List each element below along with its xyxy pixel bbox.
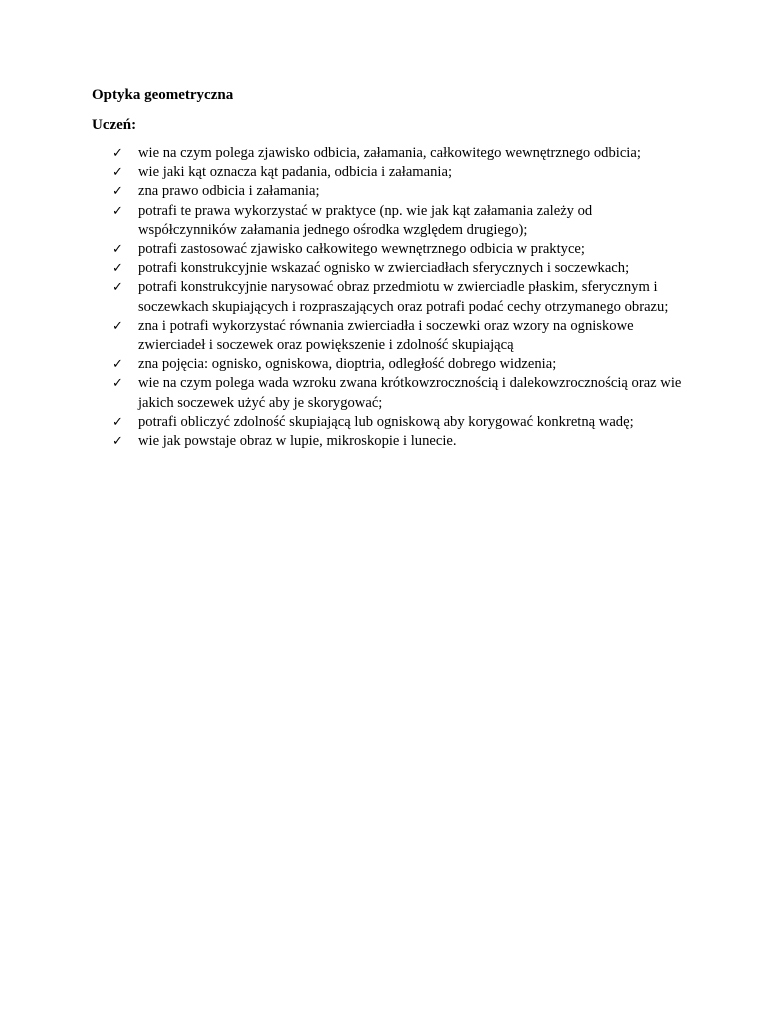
checkmark-icon: ✓ bbox=[112, 261, 123, 277]
list-item-text: potrafi obliczyć zdolność skupiającą lub ogniskową aby korygować konkretną wadę; bbox=[138, 413, 634, 430]
list-item bbox=[112, 278, 692, 316]
list-item bbox=[112, 355, 692, 374]
list-item-text: potrafi konstrukcyjnie wskazać ognisko w zwierciadłach sferycznych i soczewkach; bbox=[138, 260, 630, 277]
list-item bbox=[112, 163, 692, 182]
checkmark-icon: ✓ bbox=[112, 376, 123, 392]
list-item bbox=[112, 259, 692, 278]
list-item-text: zna i potrafi wykorzystać równania zwierciadła i soczewki oraz wzory na ogniskowe zwierciadeł i soczewek oraz powiększenie i zdolność skupiającą bbox=[138, 317, 634, 354]
checkmark-icon: ✓ bbox=[112, 414, 123, 430]
list-item-text: wie na czym polega zjawisko odbicia, załamania, całkowitego wewnętrznego odbicia; bbox=[138, 145, 641, 161]
list-item bbox=[112, 374, 692, 412]
checkmark-icon: ✓ bbox=[112, 434, 123, 450]
list-item bbox=[112, 317, 692, 355]
checkmark-icon: ✓ bbox=[112, 203, 123, 219]
document-title: Optyka geometryczna bbox=[92, 87, 234, 103]
checkmark-icon: ✓ bbox=[112, 165, 123, 181]
checkmark-icon: ✓ bbox=[112, 184, 123, 200]
list-item-text: zna pojęcia: ognisko, ogniskowa, dioptria, odległość dobrego widzenia; bbox=[138, 356, 557, 373]
checklist bbox=[112, 144, 692, 451]
document-subtitle: Uczeń: bbox=[92, 117, 137, 133]
list-item-text: wie jaki kąt oznacza kąt padania, odbicia i załamania; bbox=[138, 164, 453, 181]
list-item-text: wie jak powstaje obraz w lupie, mikroskopie i lunecie. bbox=[138, 433, 457, 450]
checkmark-icon: ✓ bbox=[112, 318, 123, 334]
checkmark-icon: ✓ bbox=[112, 242, 123, 258]
list-item-text: zna prawo odbicia i załamania; bbox=[138, 183, 320, 200]
checkmark-icon: ✓ bbox=[112, 280, 123, 296]
list-item-text: potrafi konstrukcyjnie narysować obraz przedmiotu w zwierciadle płaskim, sferycznym i soczewkach skupiających i rozpraszających oraz potrafi podać cechy otrzymanego obrazu; bbox=[138, 279, 669, 315]
list-item bbox=[112, 432, 692, 451]
list-item bbox=[112, 144, 692, 163]
checkmark-icon: ✓ bbox=[112, 146, 123, 161]
list-item bbox=[112, 182, 692, 201]
list-item bbox=[112, 413, 692, 432]
list-item bbox=[112, 202, 692, 240]
checkmark-icon: ✓ bbox=[112, 357, 123, 373]
list-item-text: potrafi zastosować zjawisko całkowitego wewnętrznego odbicia w praktyce; bbox=[138, 241, 585, 258]
list-item bbox=[112, 240, 692, 259]
list-item-text: potrafi te prawa wykorzystać w praktyce (np. wie jak kąt załamania zależy od współczynników załamania jednego ośrodka względem drugiego); bbox=[138, 202, 593, 238]
list-item-text: wie na czym polega wada wzroku zwana krótkowzrocznością i dalekowzrocznością oraz wie jakich soczewek użyć aby je skorygować; bbox=[138, 375, 682, 411]
